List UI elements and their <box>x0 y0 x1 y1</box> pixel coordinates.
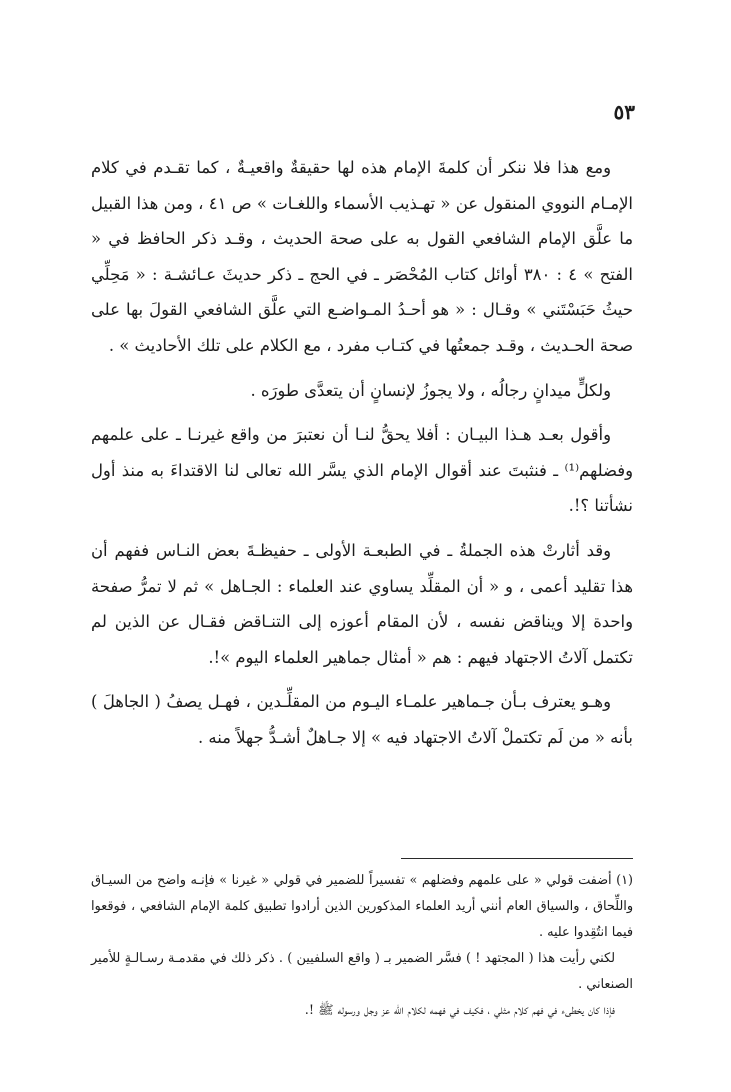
paragraph-3: وأقول بعـد هـذا البيـان : أفلا يحقُّ لنـا أن نعتبرَ من واقع غيرنـا ـ على علمهم وفضلهم⁽¹⁾ ـ فنثبتَ عند أقوال الإمام الذي يسَّر الله تعالى لنا الاقتداءَ به منذ أول نشأتنا ؟!. <box>91 425 633 516</box>
footnotes <box>91 868 633 1024</box>
paragraph-2: ولكلٍّ ميدانٍ رجالُه ، ولا يجوزُ لإنسانٍ أن يتعدَّى طورَه . <box>250 380 611 400</box>
paragraph-4: وقد أثارتْ هذه الجملةُ ـ في الطبعـة الأولى ـ حفيظـةَ بعض النـاس ففهم أن هذا تقليد أعمى ، و « أن المقلِّد يساوي عند العلماء : الجـاهل » ثم لا تمرُّ صفحة واحدة إلا ويناقض نفسه ، لأن المقام أعوزه إلى التنـاقض فقـال عن الذين لم تكتمل آلاتُ الاجتهاد فيهم : هم « أمثال جماهير العلماء اليوم »!. <box>91 540 633 667</box>
page-number: ٥٣ <box>613 100 635 124</box>
footnote-continuation: لكني رأيت هذا ( المجتهد ! ) فسَّر الضمير بـ ( واقع السلفيين ) . ذكر ذلك في مقدمـة رسـالـةٍ للأمير الصنعاني . <box>91 951 633 992</box>
footnote-closing: فإذا كان يخطىء في فهم كلام مثلي ، فكيف في فهمه لكلام الله عز وجل ورسوله ﷺ !. <box>304 1003 615 1018</box>
main-text <box>91 150 633 756</box>
footnote-divider <box>401 858 633 859</box>
footnote-1: (١) أضفت قولي « على علمهم وفضلهم » تفسيراً للضمير في قولي « غيرنا » فإنـه واضح من السيـاق واللِّحاق ، والسياق العام أنني أريد العلماء المذكورين الذين أرادوا تطبيق كلمة الإمام الشافعي ، فوقعوا فيما انتُقِدوا عليه . <box>91 873 633 940</box>
paragraph-5: وهـو يعترف بـأن جـماهير علمـاء اليـوم من المقلِّـدين ، فهـل يصفُ ( الجاهلَ ) بأنه « من لَم تكتملْ آلاتُ الاجتهاد فيه » إلا جـاهلٌ أشـدُّ جهلاً منه . <box>91 692 633 747</box>
paragraph-1: ومع هذا فلا ننكر أن كلمةَ الإمام هذه لها حقيقةٌ واقعيـةٌ ، كما تقـدم في كلام الإمـام النووي المنقول عن « تهـذيب الأسماء واللغـات » ص ٤١ ، ومن هذا القبيل ما علَّق الإمام الشافعي القول به على صحة الحديث ، وقـد ذكر الحافظ في « الفتح » ٤ : ٣٨٠ أوائل كتاب المُحْصَر ـ في الحج ـ ذكر حديثَ عـائشـة : « مَحِلِّي حيثُ حَبَسْتَني » وقـال : « هو أحـدُ المـواضـع التي علَّق الشافعي القولَ بها على صحة الحـديث ، وقـد جمعتُها في كتـاب مفرد ، مع الكلام على تلك الأحاديث » . <box>91 158 633 355</box>
